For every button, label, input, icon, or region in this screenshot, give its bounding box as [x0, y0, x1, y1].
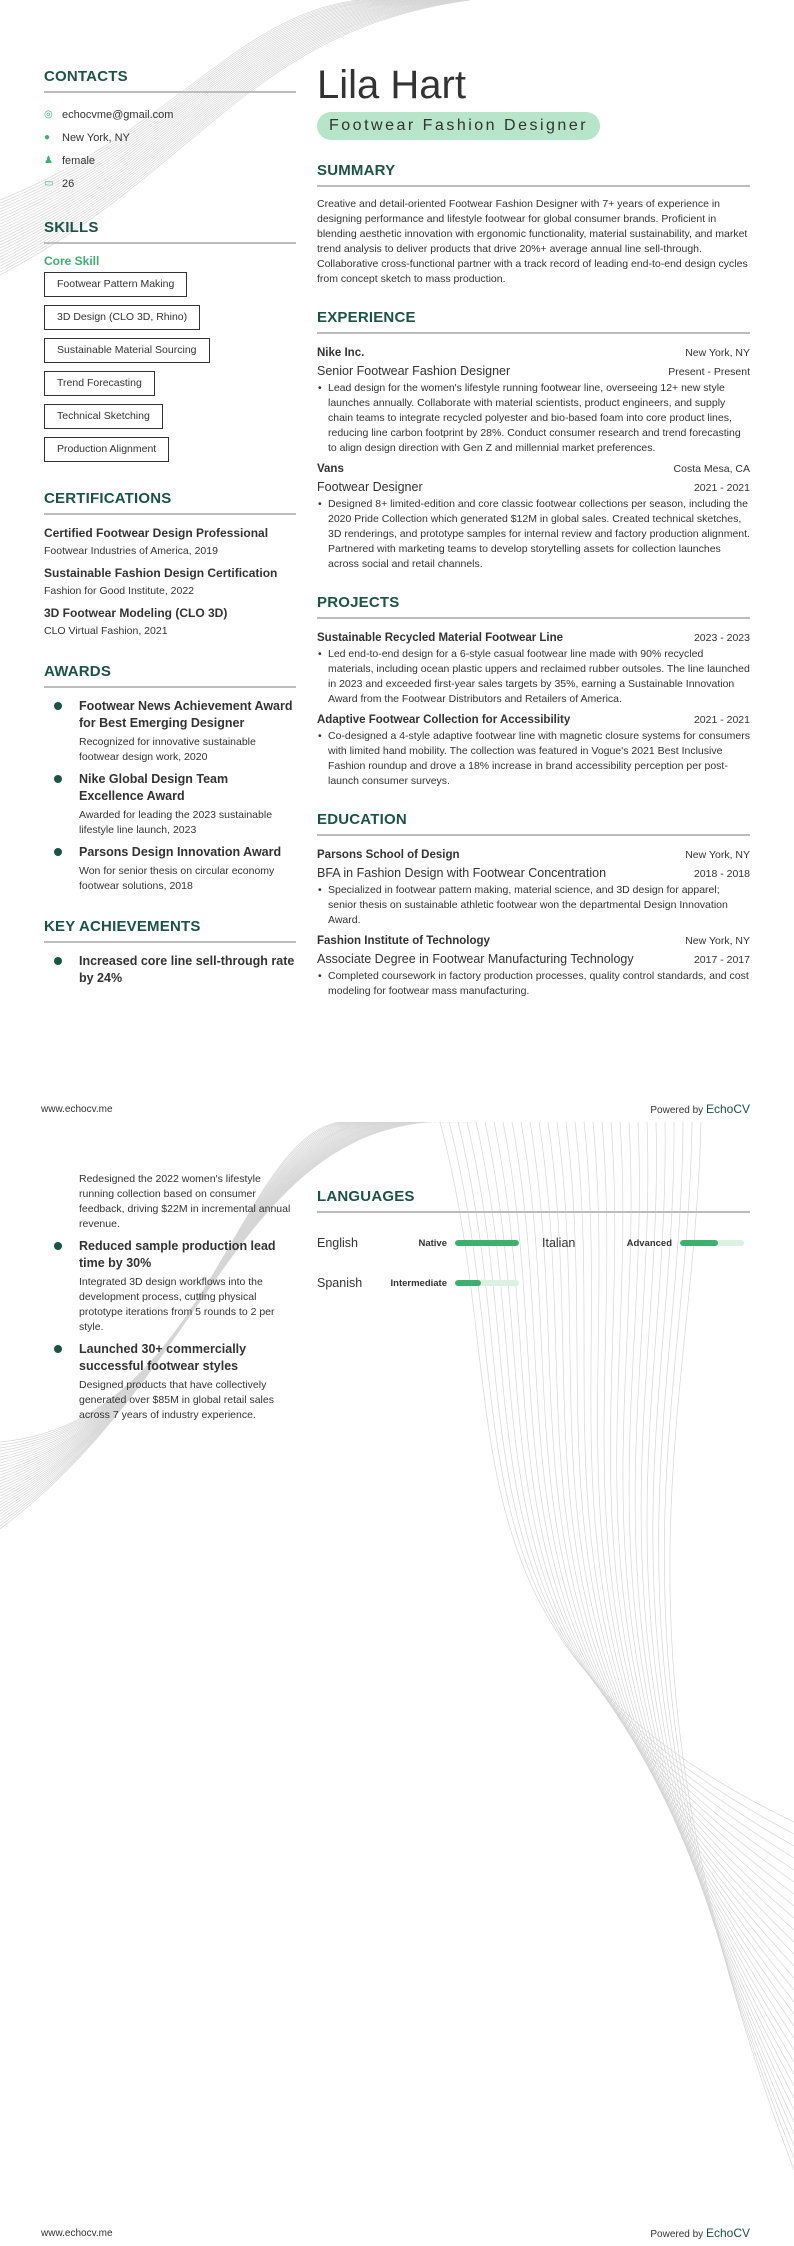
contact-age [44, 172, 296, 195]
language-level: Intermediate [390, 1277, 447, 1289]
age-text: 26 [62, 177, 75, 190]
footer-site-link[interactable]: www.echocv.me [41, 2228, 113, 2239]
award-name: Parsons Design Innovation Award [79, 845, 282, 859]
bullet-icon [54, 1242, 62, 1250]
contact-gender [44, 149, 296, 172]
location-text: New York, NY [62, 131, 130, 144]
calendar-icon: ▭ [44, 178, 54, 189]
summary-text: Creative and detail-oriented Footwear Fashion Designer with 7+ years of experience in designing performance and lifestyle footwear for global consumer brands. Proficient in blending aesthetic innovation with ergonomic functionality, material sustainability, and market trend analysis to deliver products that drive 20%+ average annual line sell-through. Collaborative cross-functional partner with a track record of leading end-to-end design cycles from concept sketch to mass production. [317, 198, 748, 285]
skill-tag: 3D Design (CLO 3D, Rhino) [44, 305, 200, 330]
achievements-heading: KEY ACHIEVEMENTS [44, 918, 296, 943]
achievement-name: Reduced sample production lead time by 30% [79, 1239, 276, 1270]
contact-location [44, 126, 296, 149]
education-description: • Specialized in footwear pattern making, material science, and 3D design for apparel; senior thesis on sustainable athletic footwear won the departmental Design Innovation Award. [317, 883, 750, 928]
language-level-bar [680, 1240, 744, 1246]
school-name: Parsons School of Design [317, 849, 460, 861]
project-dates: 2021 - 2021 [693, 714, 750, 726]
resume-page-1 [0, 0, 794, 1122]
skills-heading: SKILLS [44, 219, 296, 244]
project-dates: 2023 - 2023 [693, 632, 750, 644]
experience-section [317, 309, 750, 572]
job-description: • Lead design for the women's lifestyle running footwear line, overseeing 12+ new style launches annually. Collaborate with material scientists, product engineers, and supply chain teams to integrate recycled polyester and bio-based foam into core product lines, reducing line carbon footprint by 28%. Conduct consumer research and trend forecasting to align design direction with Gen Z and millennial market preferences. [317, 381, 750, 456]
company-name: Vans [317, 463, 344, 475]
education-section [317, 811, 750, 999]
education-item [317, 932, 750, 999]
award-desc: Recognized for innovative sustainable footwear design work, 2020 [79, 736, 256, 763]
footer-site-link[interactable]: www.echocv.me [41, 1104, 113, 1115]
achievement-item [44, 1238, 296, 1335]
bullet-icon [54, 957, 62, 965]
job-description: • Designed 8+ limited-edition and core classic footwear collections per season, including the 2020 Pride Collection which generated $12M in global sales. Created technical sketches, 3D renderings, and prototype samples for internal review and factory production alignment. Partnered with marketing teams to develop storytelling assets for collection launches across social and retail channels. [317, 497, 750, 572]
languages-heading: LANGUAGES [317, 1188, 750, 1213]
email-text: echocvme@gmail.com [62, 108, 174, 121]
achievement-name: Launched 30+ commercially successful footwear styles [79, 1342, 247, 1373]
left-column [44, 68, 296, 993]
skill-tag: Sustainable Material Sourcing [44, 338, 210, 363]
project-item [317, 629, 750, 707]
award-name: Nike Global Design Team Excellence Award [79, 772, 229, 803]
powered-by-text: Powered by [650, 2229, 704, 2240]
degree: Associate Degree in Footwear Manufacturing Technology [317, 952, 634, 966]
skill-tag: Technical Sketching [44, 404, 163, 429]
achievement-item [44, 953, 296, 987]
location-pin-icon: ● [44, 132, 51, 143]
bullet-icon [54, 775, 62, 783]
education-item [317, 846, 750, 928]
education-description: • Completed coursework in factory production processes, quality control standards, and cost modeling for footwear mass manufacturing. [317, 969, 750, 999]
footer-powered[interactable] [650, 2226, 750, 2240]
bullet-icon [54, 1345, 62, 1353]
job-dates: 2021 - 2021 [693, 482, 750, 494]
projects-heading: PROJECTS [317, 594, 750, 619]
achievement-name: Increased core line sell-through rate by 24% [79, 954, 295, 985]
project-name: Adaptive Footwear Collection for Accessibility [317, 714, 571, 726]
school-location: New York, NY [685, 935, 750, 947]
skill-list [44, 272, 296, 470]
certification-source: CLO Virtual Fashion, 2021 [44, 625, 168, 637]
language-item [317, 1223, 542, 1263]
language-level: Native [418, 1237, 447, 1249]
resume-page-2 [0, 1122, 794, 2246]
education-heading: EDUCATION [317, 811, 750, 836]
summary-section [317, 162, 750, 287]
award-desc: Won for senior thesis on circular economy footwear solutions, 2018 [79, 865, 275, 892]
award-item [44, 698, 296, 765]
certification-item [44, 605, 296, 639]
certification-source: Fashion for Good Institute, 2022 [44, 585, 195, 597]
summary-heading: SUMMARY [317, 162, 750, 187]
person-icon: ♟ [44, 155, 53, 166]
achievement-desc: Integrated 3D design workflows into the development process, cutting physical prototype iterations from 5 rounds to 2 per style. [79, 1276, 275, 1333]
at-icon: ◎ [44, 109, 53, 120]
job-role: Footwear Designer [317, 480, 423, 494]
school-name: Fashion Institute of Technology [317, 935, 490, 947]
project-description: • Led end-to-end design for a 6-style casual footwear line made with 90% recycled materials, including ocean plastic uppers and reclaimed rubber outsoles. The line launched in 2023 and exceeded first-year sales targets by 35%, earning a Sustainable Innovation Award from the Footwear Distributors and Retailers of America. [317, 647, 750, 707]
job-location: New York, NY [685, 347, 750, 359]
certification-item [44, 525, 296, 559]
certification-name: 3D Footwear Modeling (CLO 3D) [44, 606, 228, 620]
award-item [44, 844, 296, 894]
core-skill-label: Core Skill [44, 254, 100, 268]
award-item [44, 771, 296, 838]
gender-text: female [62, 154, 96, 167]
contacts-heading: CONTACTS [44, 68, 296, 93]
contact-email[interactable] [44, 103, 296, 126]
languages-section [317, 1188, 750, 1303]
certification-source: Footwear Industries of America, 2019 [44, 545, 218, 557]
brand-name: EchoCV [705, 1102, 750, 1116]
language-name: Italian [542, 1236, 576, 1250]
education-dates: 2018 - 2018 [693, 868, 750, 880]
language-level-bar [455, 1240, 519, 1246]
skill-tag: Footwear Pattern Making [44, 272, 187, 297]
project-name: Sustainable Recycled Material Footwear Line [317, 632, 564, 644]
powered-by-text: Powered by [650, 1105, 704, 1116]
award-desc: Awarded for leading the 2023 sustainable lifestyle line launch, 2023 [79, 809, 273, 836]
brand-name: EchoCV [705, 2226, 750, 2240]
experience-heading: EXPERIENCE [317, 309, 750, 334]
skill-tag: Production Alignment [44, 437, 169, 462]
candidate-name: Lila Hart [317, 63, 466, 107]
awards-heading: AWARDS [44, 663, 296, 688]
achievement-desc: Designed products that have collectively generated over $85M in global retail sales across 7 years of industry experience. [79, 1379, 274, 1421]
job-role: Senior Footwear Fashion Designer [317, 364, 511, 378]
right-column [317, 60, 750, 1003]
experience-item [317, 344, 750, 456]
language-level-bar [455, 1280, 519, 1286]
achievement-desc: Redesigned the 2022 women's lifestyle running collection based on consumer feedback, driving $22M in incremental annual revenue. [79, 1173, 291, 1230]
project-description: • Co-designed a 4-style adaptive footwear line with magnetic closure systems for consumers with limited hand mobility. The collection was featured in Vogue's 2021 Best Inclusive Fashion roundup and drove a 18% increase in brand accessibility perception per post-launch consumer surveys. [317, 729, 750, 789]
job-dates: Present - Present [668, 366, 750, 378]
bullet-icon [54, 848, 62, 856]
bullet-icon [54, 702, 62, 710]
language-level: Advanced [626, 1237, 672, 1249]
company-name: Nike Inc. [317, 347, 365, 359]
experience-item [317, 460, 750, 572]
language-name: English [317, 1236, 358, 1250]
language-name: Spanish [317, 1276, 363, 1290]
language-item [542, 1223, 750, 1263]
certification-item [44, 565, 296, 599]
achievement-item [44, 1169, 296, 1232]
left-column-continued [44, 1169, 296, 1429]
language-item [317, 1263, 542, 1303]
education-dates: 2017 - 2017 [693, 954, 750, 966]
skill-tag: Trend Forecasting [44, 371, 155, 396]
certification-name: Certified Footwear Design Professional [44, 526, 269, 540]
job-title-badge: Footwear Fashion Designer [317, 112, 600, 140]
projects-section [317, 594, 750, 789]
award-name: Footwear News Achievement Award for Best Emerging Designer [79, 699, 293, 730]
degree: BFA in Fashion Design with Footwear Concentration [317, 866, 607, 880]
certifications-heading: CERTIFICATIONS [44, 490, 296, 515]
school-location: New York, NY [685, 849, 750, 861]
footer-powered[interactable] [650, 1102, 750, 1116]
certification-name: Sustainable Fashion Design Certification [44, 566, 278, 580]
achievement-item [44, 1341, 296, 1423]
job-location: Costa Mesa, CA [673, 463, 750, 475]
project-item [317, 711, 750, 789]
